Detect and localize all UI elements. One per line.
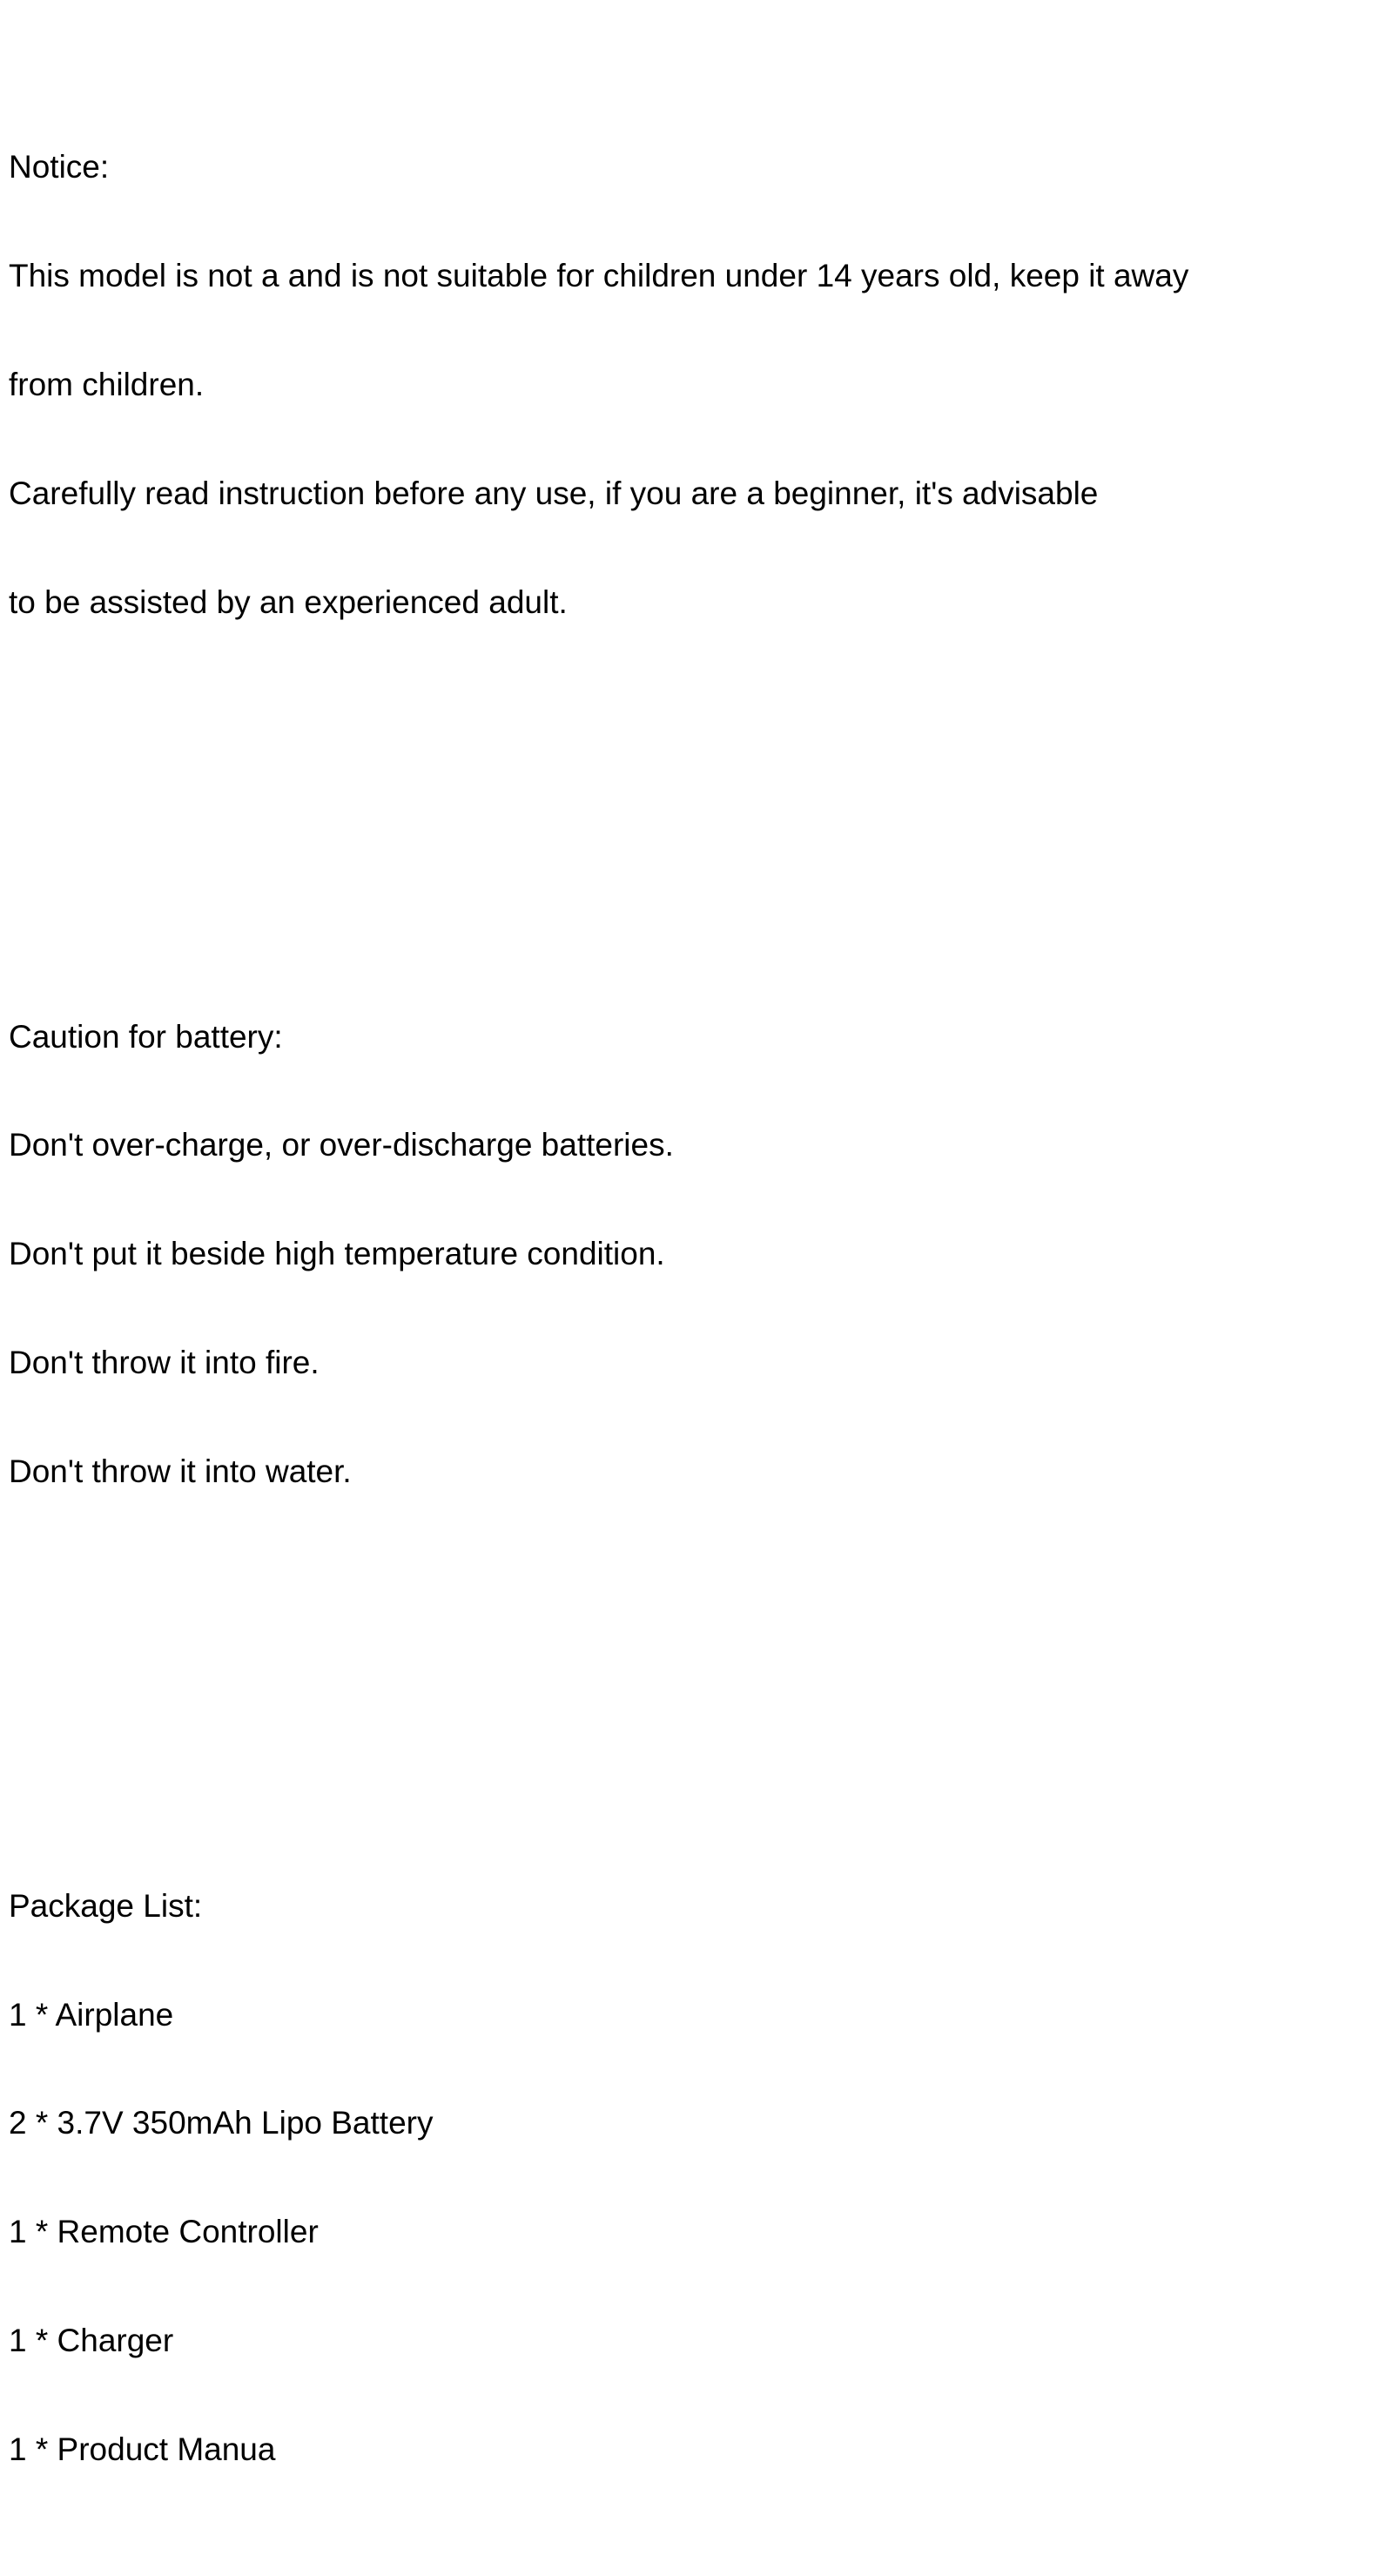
battery-caution-line: Don't put it beside high temperature condition. xyxy=(9,1236,665,1272)
package-list-section xyxy=(9,1816,1384,2540)
document-body xyxy=(9,4,1384,2576)
notice-line: from children. xyxy=(9,366,205,402)
package-list-item: 1 * Remote Controller xyxy=(9,2214,319,2250)
package-list-item: 1 * Airplane xyxy=(9,1996,174,2033)
battery-caution-line: Don't throw it into fire. xyxy=(9,1344,320,1380)
package-list-item: 1 * Product Manua xyxy=(9,2431,276,2467)
package-list-heading: Package List: xyxy=(9,1887,203,1924)
package-list-item: 1 * Charger xyxy=(9,2323,174,2358)
battery-caution-line: Don't over-charge, or over-discharge batteries. xyxy=(9,1127,674,1163)
battery-caution-line: Don't throw it into water. xyxy=(9,1453,352,1489)
notice-line: Carefully read instruction before any use, if you are a beginner, it's advisable xyxy=(9,475,1099,511)
notice-line: This model is not a and is not suitable for children under 14 years old, keep it away xyxy=(9,258,1189,294)
section-spacer xyxy=(9,1670,1384,1707)
package-list-item: 2 * 3.7V 350mAh Lipo Battery xyxy=(9,2105,434,2141)
notice-line: to be assisted by an experienced adult. xyxy=(9,583,568,620)
battery-caution-heading: Caution for battery: xyxy=(9,1018,283,1055)
battery-caution-section xyxy=(9,946,1384,1561)
notice-heading: Notice: xyxy=(9,149,110,185)
notice-section xyxy=(9,77,1384,692)
section-spacer xyxy=(9,801,1384,838)
